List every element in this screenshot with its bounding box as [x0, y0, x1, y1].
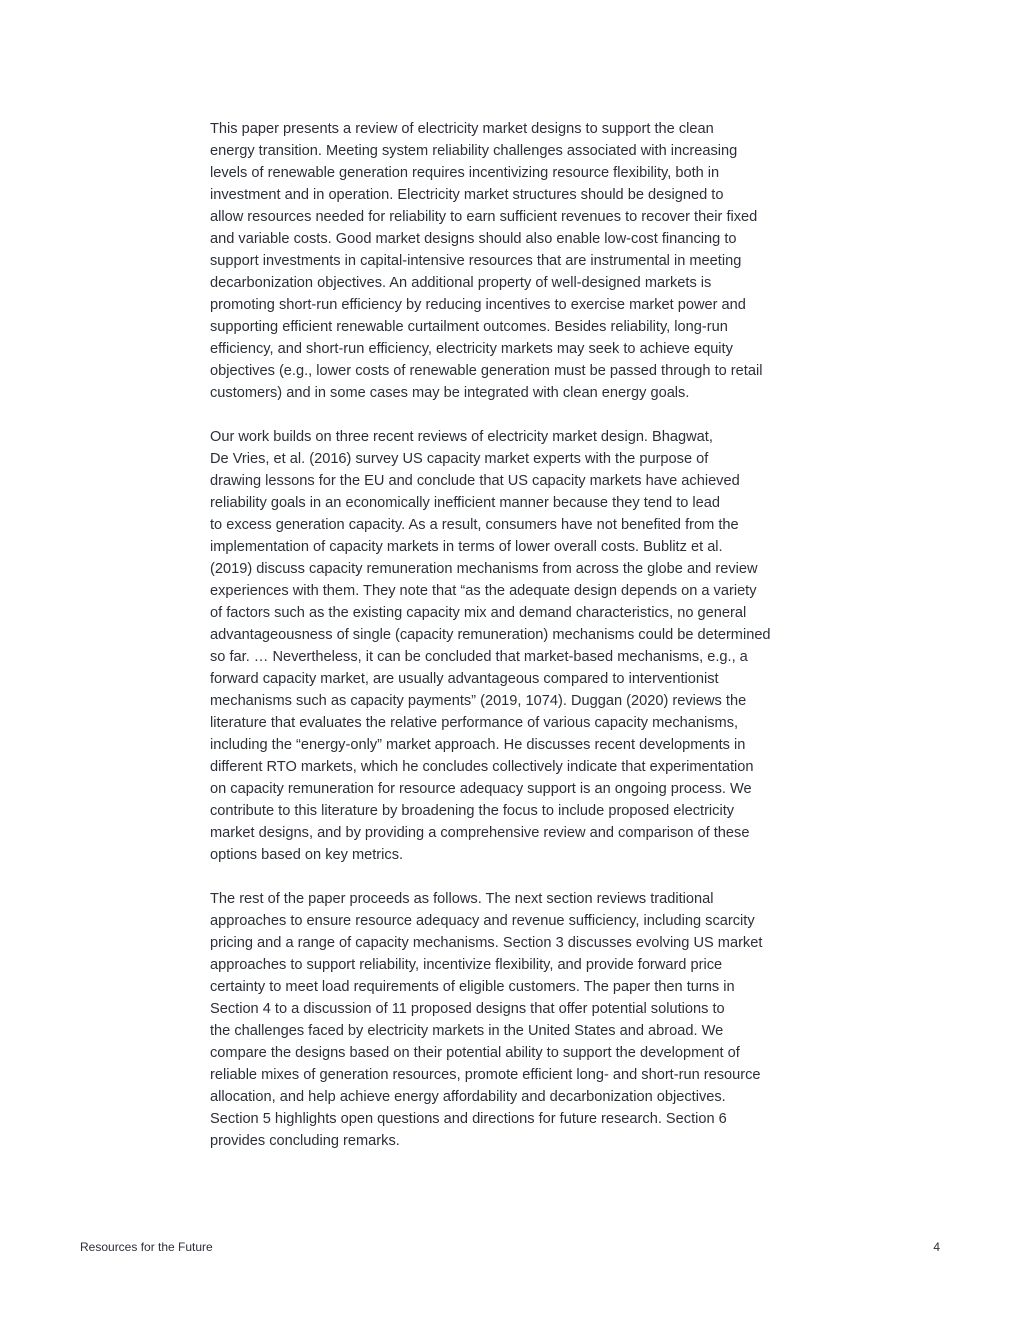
text-line: to excess generation capacity. As a result, consumers have not benefited from the	[210, 517, 739, 533]
text-line: literature that evaluates the relative performance of various capacity mechanisms,	[210, 715, 739, 731]
text-line: decarbonization objectives. An additional property of well-designed markets is	[210, 275, 712, 291]
text-line: implementation of capacity markets in terms of lower overall costs. Bublitz et al.	[210, 539, 723, 555]
text-line: of factors such as the existing capacity mix and demand characteristics, no general	[210, 605, 747, 621]
text-line: experiences with them. They note that “as the adequate design depends on a variety	[210, 583, 757, 599]
text-line: different RTO markets, which he concludes collectively indicate that experimentation	[210, 759, 754, 775]
text-line: provides concluding remarks.	[210, 1133, 400, 1149]
text-line: reliability goals in an economically inefficient manner because they tend to lead	[210, 495, 721, 511]
text-line: energy transition. Meeting system reliability challenges associated with increasing	[210, 143, 738, 159]
text-line: promoting short-run efficiency by reducing incentives to exercise market power and	[210, 297, 746, 313]
text-line: objectives (e.g., lower costs of renewable generation must be passed through to retail	[210, 363, 763, 379]
body-text	[210, 118, 814, 1174]
text-line: options based on key metrics.	[210, 847, 404, 863]
text-line: including the “energy-only” market approach. He discusses recent developments in	[210, 737, 746, 753]
text-line: allocation, and help achieve energy affordability and decarbonization objectives.	[210, 1089, 726, 1105]
text-line: (2019) discuss capacity remuneration mechanisms from across the globe and review	[210, 561, 758, 577]
text-line: De Vries, et al. (2016) survey US capacity market experts with the purpose of	[210, 451, 709, 467]
text-line: on capacity remuneration for resource adequacy support is an ongoing process. We	[210, 781, 752, 797]
text-line: mechanisms such as capacity payments” (2019, 1074). Duggan (2020) reviews the	[210, 693, 747, 709]
text-line: supporting efficient renewable curtailment outcomes. Besides reliability, long-run	[210, 319, 728, 335]
text-line: efficiency, and short-run efficiency, electricity markets may seek to achieve equity	[210, 341, 733, 357]
text-line: so far. … Nevertheless, it can be concluded that market-based mechanisms, e.g., a	[210, 649, 748, 665]
text-line: allow resources needed for reliability to earn sufficient revenues to recover their fixed	[210, 209, 758, 225]
text-line: the challenges faced by electricity markets in the United States and abroad. We	[210, 1023, 724, 1039]
text-line: The rest of the paper proceeds as follows. The next section reviews traditional	[210, 891, 714, 907]
text-line: contribute to this literature by broadening the focus to include proposed electricity	[210, 803, 735, 819]
paragraph-2	[210, 426, 814, 866]
text-line: approaches to ensure resource adequacy and revenue sufficiency, including scarcity	[210, 913, 755, 929]
text-line: approaches to support reliability, incentivize flexibility, and provide forward price	[210, 957, 723, 973]
text-line: pricing and a range of capacity mechanisms. Section 3 discusses evolving US market	[210, 935, 763, 951]
text-line: drawing lessons for the EU and conclude that US capacity markets have achieved	[210, 473, 740, 489]
text-line: Section 5 highlights open questions and directions for future research. Section 6	[210, 1111, 727, 1127]
text-line: forward capacity market, are usually advantageous compared to interventionist	[210, 671, 719, 687]
footer-source: Resources for the Future	[80, 1240, 213, 1254]
paragraph-1	[210, 118, 814, 404]
text-line: reliable mixes of generation resources, promote efficient long- and short-run resource	[210, 1067, 761, 1083]
text-line: support investments in capital-intensive resources that are instrumental in meeting	[210, 253, 742, 269]
text-line: levels of renewable generation requires incentivizing resource flexibility, both in	[210, 165, 720, 181]
text-line: Our work builds on three recent reviews of electricity market design. Bhagwat,	[210, 429, 713, 445]
paragraph-3	[210, 888, 814, 1152]
page-number: 4	[933, 1240, 940, 1254]
text-line: investment and in operation. Electricity market structures should be designed to	[210, 187, 724, 203]
text-line: Section 4 to a discussion of 11 proposed designs that offer potential solutions to	[210, 1001, 725, 1017]
text-line: certainty to meet load requirements of eligible customers. The paper then turns in	[210, 979, 735, 995]
text-line: This paper presents a review of electricity market designs to support the clean	[210, 121, 714, 137]
text-line: compare the designs based on their potential ability to support the development of	[210, 1045, 740, 1061]
text-line: and variable costs. Good market designs should also enable low-cost financing to	[210, 231, 737, 247]
text-line: advantageousness of single (capacity remuneration) mechanisms could be determined	[210, 627, 771, 643]
text-line: customers) and in some cases may be integrated with clean energy goals.	[210, 385, 690, 401]
text-line: market designs, and by providing a comprehensive review and comparison of these	[210, 825, 750, 841]
